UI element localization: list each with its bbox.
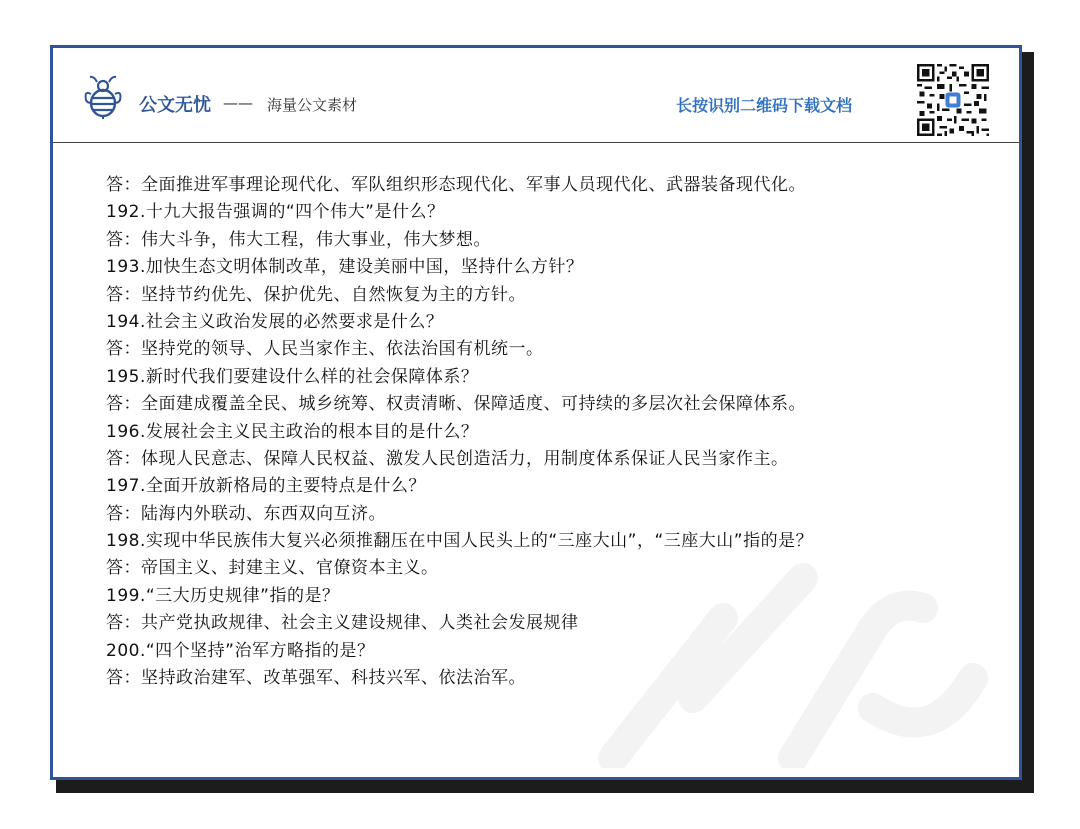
question-line: 197.全面开放新格局的主要特点是什么？ <box>106 476 426 497</box>
answer-line: 答：全面建成覆盖全民、城乡统筹、权责清晰、保障适度、可持续的多层次社会保障体系。 <box>106 394 806 415</box>
question-line: 194.社会主义政治发展的必然要求是什么？ <box>106 311 444 332</box>
question-line: 199.“三大历史规律”指的是？ <box>106 585 340 606</box>
question-line: 193.加快生态文明体制改革，建设美丽中国，坚持什么方针？ <box>106 257 584 278</box>
document-card <box>50 45 1022 780</box>
answer-line: 答：坚持党的领导、人民当家作主、依法治国有机统一。 <box>106 339 544 360</box>
answer-line: 答：体现人民意志、保障人民权益、激发人民创造活力，用制度体系保证人民当家作主。 <box>106 448 789 469</box>
brand-dash: —— <box>223 94 253 112</box>
answer-line: 答：帝国主义、封建主义、官僚资本主义。 <box>106 558 439 579</box>
qr-download-prompt: 长按识别二维码下载文档 <box>676 96 853 115</box>
document-header <box>53 48 1019 144</box>
brand-slogan: 海量公文素材 <box>267 96 358 114</box>
question-line: 196.发展社会主义民主政治的根本目的是什么？ <box>106 421 479 442</box>
brand-name: 公文无忧 <box>139 95 211 116</box>
answer-line: 答：全面推进军事理论现代化、军队组织形态现代化、军事人员现代化、武器装备现代化。 <box>106 175 806 195</box>
answer-line: 答：陆海内外联动、东西双向互济。 <box>106 503 386 524</box>
answer-line: 答：坚持政治建军、改革强军、科技兴军、依法治军。 <box>106 668 526 689</box>
qa-list <box>106 172 1006 692</box>
question-line: 192.十九大报告强调的“四个伟大”是什么？ <box>106 202 445 223</box>
question-line: 198.实现中华民族伟大复兴必须推翻压在中国人民头上的“三座大山”，“三座大山”指的是？ <box>106 531 814 552</box>
question-line: 195.新时代我们要建设什么样的社会保障体系？ <box>106 366 479 387</box>
bee-logo-icon <box>83 74 123 120</box>
answer-line: 答：伟大斗争，伟大工程，伟大事业，伟大梦想。 <box>106 229 491 250</box>
question-line: 200.“四个坚持”治军方略指的是？ <box>106 640 375 661</box>
answer-line: 答：坚持节约优先、保护优先、自然恢复为主的方针。 <box>106 284 526 305</box>
header-divider <box>53 142 1019 143</box>
qr-code-icon[interactable] <box>917 64 989 136</box>
answer-line: 答：共产党执政规律、社会主义建设规律、人类社会发展规律 <box>106 613 579 634</box>
